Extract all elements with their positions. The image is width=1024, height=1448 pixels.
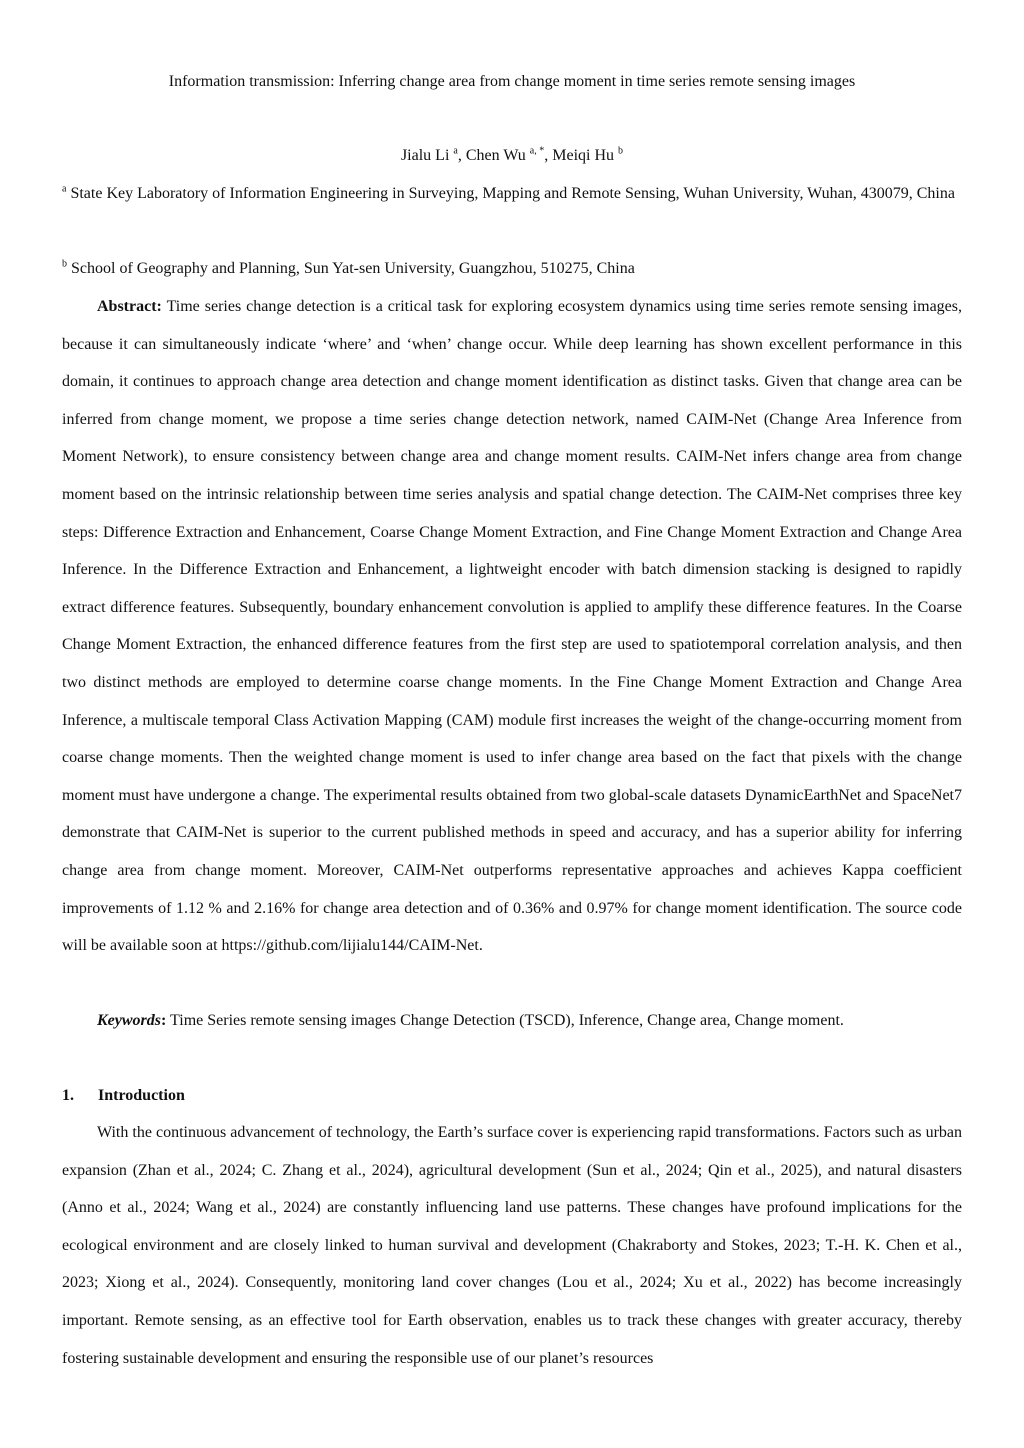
introduction-paragraph: With the continuous advancement of technology, the Earth’s surface cover is experiencing rapid transformations. Factors such as urban expansion (Zhan et al., 2024; C. Zhang et al., 2024), agricultural development (Sun et al., 2024; Qin et al., 2025), and natural disasters (Anno et al., 2024; Wang et al., 2024) are constantly influencing land use patterns. These changes have profound implications for the ecological environment and are closely linked to human survival and development (Chakraborty and Stokes, 2023; T.-H. K. Chen et al., 2023; Xiong et al., 2024). Consequently, monitoring land cover changes (Lou et al., 2024; Xu et al., 2022) has become increasingly important. Remote sensing, as an effective tool for Earth observation, enables us to track these changes with greater accuracy, thereby fostering sustainable development and ensuring the responsible use of our planet’s resources xyxy=(62,1124,962,1367)
author-name: Jialu Li xyxy=(400,147,450,164)
abstract xyxy=(62,288,962,965)
affiliation-a xyxy=(62,175,962,213)
paper-title: Information transmission: Inferring change area from change moment in time series remote sensing images xyxy=(168,73,856,90)
affiliation-text: State Key Laboratory of Information Engineering in Surveying, Mapping and Remote Sensing, Wuhan University, Wuhan, 430079, China xyxy=(70,185,955,202)
author-separator: , xyxy=(457,147,466,164)
section-number: 1. xyxy=(62,1087,74,1104)
author-affiliation-mark: a xyxy=(453,145,458,157)
keywords-label: Keywords xyxy=(97,1012,161,1029)
keywords-colon: : xyxy=(161,1012,167,1029)
affiliation-text: School of Geography and Planning, Sun Yat-sen University, Guangzhou, 510275, China xyxy=(71,260,635,277)
abstract-text: Time series change detection is a critical task for exploring ecosystem dynamics using time series remote sensing images, because it can simultaneously indicate ‘where’ and ‘when’ change occur. While deep learning has shown excellent performance in this domain, it continues to approach change area detection and change moment identification as distinct tasks. Given that change area can be inferred from change moment, we propose a time series change detection network, named CAIM-Net (Change Area Inference from Moment Network), to ensure consistency between change area and change moment results. CAIM-Net infers change area from change moment based on the intrinsic relationship between time series analysis and spatial change detection. The CAIM-Net comprises three key steps: Difference Extraction and Enhancement, Coarse Change Moment Extraction, and Fine Change Moment Extraction and Change Area Inference. In the Difference Extraction and Enhancement, a lightweight encoder with batch dimension stacking is designed to rapidly extract difference features. Subsequently, boundary enhancement convolution is applied to amplify these difference features. In the Coarse Change Moment Extraction, the enhanced difference features from the first step are used to spatiotemporal correlation analysis, and then two distinct methods are employed to determine coarse change moments. In the Fine Change Moment Extraction and Change Area Inference, a multiscale temporal Class Activation Mapping (CAM) module first increases the weight of the change-occurring moment from coarse change moments. Then the weighted change moment is used to infer change area based on the fact that pixels with the change moment must have undergone a change. The experimental results obtained from two global-scale datasets DynamicEarthNet and SpaceNet7 demonstrate that CAIM-Net is superior to the current published methods in speed and accuracy, and has a superior ability for inferring change area from change moment. Moreover, CAIM-Net outperforms representative approaches and achieves Kappa coefficient improvements of 1.12 % and 2.16% for change area detection and of 0.36% and 0.97% for change moment identification. The source code will be available soon at https://github.com/lijialu144/CAIM-Net. xyxy=(62,298,963,955)
author-name: Meiqi Hu xyxy=(552,147,615,164)
affiliation-mark: a xyxy=(62,183,67,195)
section-heading-introduction xyxy=(62,1084,962,1108)
keywords-text: Time Series remote sensing images Change Detection (TSCD), Inference, Change area, Change moment. xyxy=(166,1012,844,1029)
affiliation-mark: b xyxy=(62,258,67,270)
author-name: Chen Wu xyxy=(465,147,526,164)
author-list xyxy=(62,144,962,168)
author-affiliation-mark: a, * xyxy=(529,145,545,157)
section-title: Introduction xyxy=(98,1087,185,1104)
affiliation-b xyxy=(62,250,962,288)
abstract-label: Abstract: xyxy=(97,298,162,315)
author-separator: , xyxy=(544,147,553,164)
keywords xyxy=(62,1002,962,1040)
author-affiliation-mark: b xyxy=(618,145,624,157)
